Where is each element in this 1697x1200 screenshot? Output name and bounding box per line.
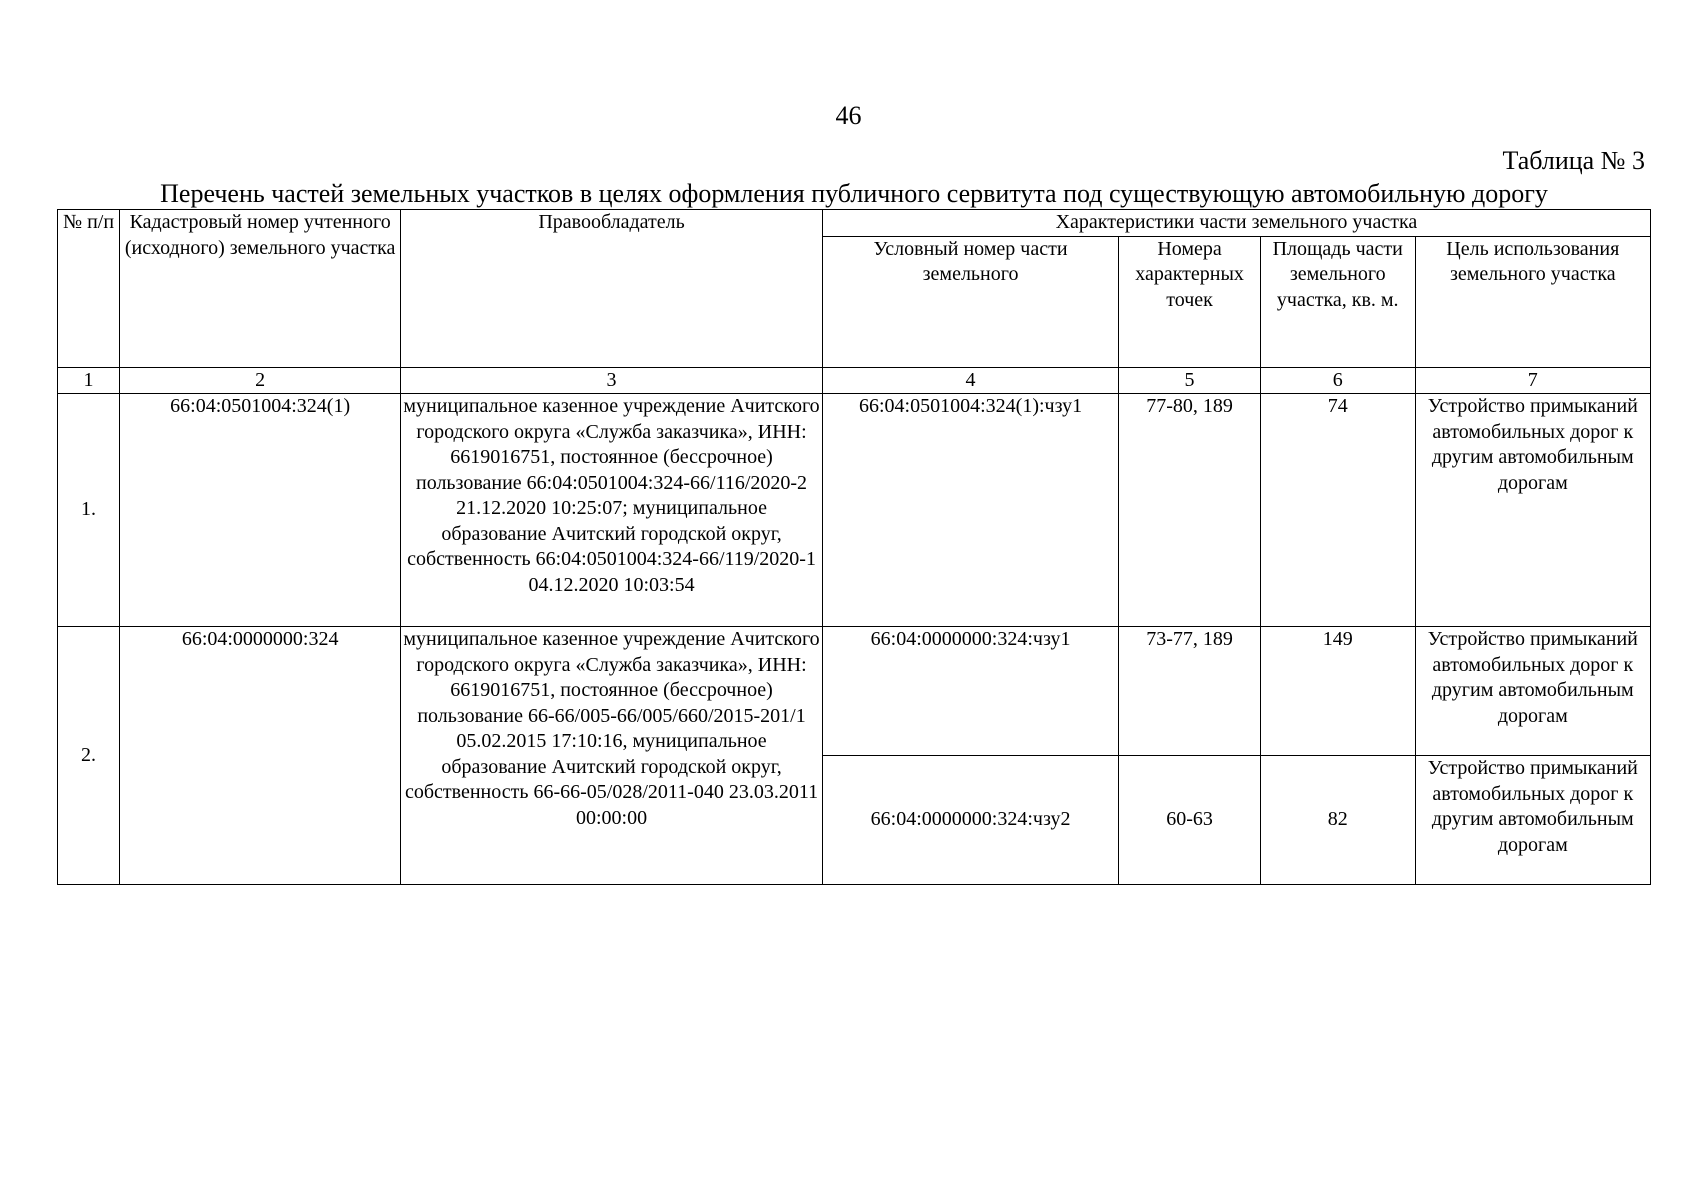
table-label: Таблица № 3: [1502, 146, 1645, 175]
header-purpose: Цель использования земельного участка: [1415, 236, 1650, 367]
column-number-6: 6: [1260, 367, 1415, 394]
purpose-cell: Устройство примыканий автомобильных дорог к другим автомобильным дорогам: [1415, 756, 1650, 885]
points-cell: 73-77, 189: [1119, 627, 1261, 756]
owner-cell: муниципальное казенное учреждение Ачитского городского округа «Служба заказчика», ИНН: 6619016751, постоянное (бессрочное) пользование 66:04:0501004:324-66/116/2020-2 21.12.2020 10:25:07; муниципальное образование Ачитский городской округ, собственность 66:04:0501004:324-66/119/2020-1 04.12.2020 10:03:54: [401, 394, 823, 627]
table-title: Перечень частей земельных участков в целях оформления публичного сервитута под существующую автомобильную дорогу: [160, 179, 1548, 208]
header-part-characteristics: Характеристики части земельного участка: [822, 210, 1650, 237]
land-parts-table: [57, 209, 1651, 885]
header-cadastral-number: Кадастровый номер учтенного (исходного) земельного участка: [120, 210, 401, 368]
cadastral-number: 66:04:0501004:324(1): [120, 394, 401, 627]
column-number-3: 3: [401, 367, 823, 394]
header-owner: Правообладатель: [401, 210, 823, 368]
points-cell: 77-80, 189: [1119, 394, 1261, 627]
row-number: 1.: [58, 394, 120, 627]
area-cell: 74: [1260, 394, 1415, 627]
cadastral-number: 66:04:0000000:324: [120, 627, 401, 885]
page-number: 46: [835, 101, 862, 130]
part-number: 66:04:0000000:324:чзу1: [822, 627, 1118, 756]
column-number-7: 7: [1415, 367, 1650, 394]
header-number: № п/п: [58, 210, 120, 368]
area-cell: 149: [1260, 627, 1415, 756]
area-cell: 82: [1260, 756, 1415, 885]
purpose-cell: Устройство примыканий автомобильных дорог к другим автомобильным дорогам: [1415, 627, 1650, 756]
owner-cell: муниципальное казенное учреждение Ачитского городского округа «Служба заказчика», ИНН: 6619016751, постоянное (бессрочное) пользование 66-66/005-66/005/660/2015-201/1 05.02.2015 17:10:16, муниципальное образование Ачитский городской округ, собственность 66-66-05/028/2011-040 23.03.2011 00:00:00: [401, 627, 823, 885]
header-part-number: Условный номер части земельного: [822, 236, 1118, 367]
table-row: [58, 394, 1651, 627]
column-number-5: 5: [1119, 367, 1261, 394]
row-number: 2.: [58, 627, 120, 885]
column-number-2: 2: [120, 367, 401, 394]
header-points: Номера характерных точек: [1119, 236, 1261, 367]
part-number: 66:04:0501004:324(1):чзу1: [822, 394, 1118, 627]
part-number: 66:04:0000000:324:чзу2: [822, 756, 1118, 885]
table-row: [58, 627, 1651, 756]
column-number-4: 4: [822, 367, 1118, 394]
purpose-cell: Устройство примыканий автомобильных дорог к другим автомобильным дорогам: [1415, 394, 1650, 627]
column-number-1: 1: [58, 367, 120, 394]
header-area: Площадь части земельного участка, кв. м.: [1260, 236, 1415, 367]
points-cell: 60-63: [1119, 756, 1261, 885]
